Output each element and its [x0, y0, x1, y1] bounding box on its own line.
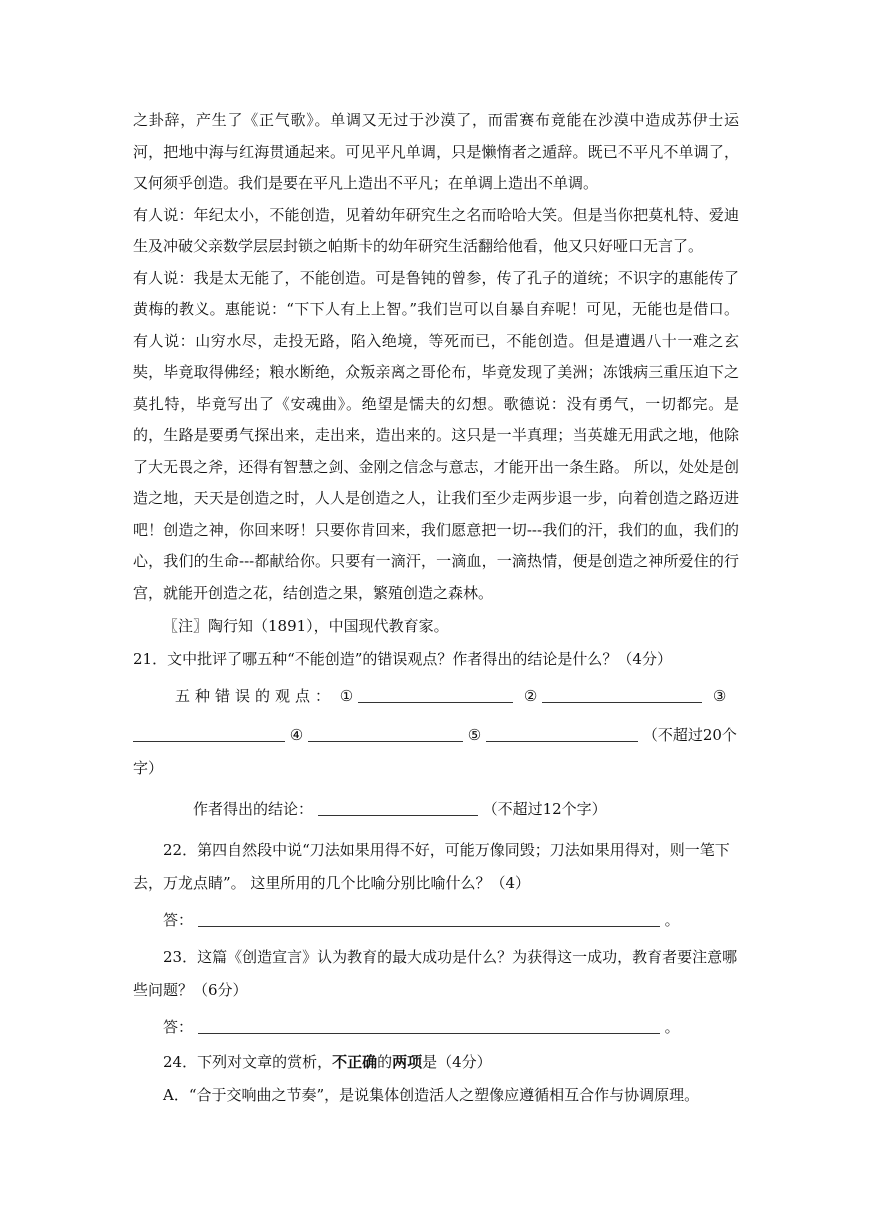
question-24: [133, 1046, 739, 1079]
question-24-option-a: A．“合于交响曲之节奏”，是说集体创造活人之塑像应遵循相互合作与协调原理。: [163, 1085, 700, 1104]
question-24-suffix: 是（4分）: [422, 1052, 492, 1071]
question-23: 23．这篇《创造宣言》认为教育的最大成功是什么？为获得这一成功，教育者要注意哪些问题？（6分）: [133, 947, 738, 999]
length-limit-20: （不超过20个: [642, 725, 737, 744]
conclusion-label: 作者得出的结论：: [193, 799, 314, 818]
answer-end-23: 。: [664, 1017, 680, 1036]
conclusion-blank[interactable]: [318, 799, 478, 816]
answer-blank-2[interactable]: [542, 686, 702, 703]
answer-end-22: 。: [664, 910, 680, 929]
point-marker-3: ③: [712, 686, 727, 705]
question-24-prefix: 24．下列对文章的赏析，: [163, 1052, 333, 1071]
point-marker-4: ④: [289, 725, 304, 744]
passage-paragraph-1: 之卦辞，产生了《正气歌》。单调又无过于沙漠了，而雷赛布竟能在沙漠中造成苏伊士运河，把地中海与红海贯通起来。可见平凡单调，只是懒惰者之遁辞。既已不平凡不单调了，又何须乎创造。我们是要在平凡上造出不平凡；在单调上造出不单调。: [133, 111, 739, 192]
question-22-answer: [133, 904, 739, 937]
length-limit-continued: 字）: [133, 758, 164, 777]
question-23-answer: [133, 1011, 739, 1044]
answer-line-22[interactable]: [198, 910, 660, 927]
answer-label-22: 答：: [163, 910, 194, 929]
question-21: 21．文中批评了哪五种“不能创造”的错误观点？作者得出的结论是什么？（4分）: [133, 649, 672, 668]
passage-paragraph-3: 有人说：我是太无能了，不能创造。可是鲁钝的曾参，传了孔子的道统；不识字的惠能传了黄梅的教义。惠能说：“下下人有上上智。”我们岂可以自暴自弃呢！可见，无能也是借口。有人说：山穷水尽，走投无路，陷入绝境，等死而已，不能创造。但是遭遇八十一难之玄奘，毕竟取得佛经；粮水断绝，众叛亲离之哥伦布，毕竟发现了美洲；冻饿病三重压迫下之莫扎特，毕竟写出了《安魂曲》。绝望是懦夫的幻想。歌德说：没有勇气，一切都完。是的，生路是要勇气探出来，走出来，造出来的。这只是一半真理；当英雄无用武之地，他除了大无畏之斧，还得有智慧之剑、金刚之信念与意志，才能开出一条生路。 所以，处处是创造之地，天天是创造之时，人人是创造之人，让我们至少走两步退一步，向着创造之路迈进吧！创造之神，你回来呀！只要你肯回来，我们愿意把一切---我们的汗，我们的血，我们的心，我们的生命---都献给你。只要有一滴汗，一滴血，一滴热情，便是创造之神所爱住的行宫，就能开创造之花，结创造之果，繁殖创造之森林。: [133, 268, 739, 602]
point-marker-2: ②: [523, 686, 538, 705]
document-page: [133, 105, 739, 1112]
answer-blank-1[interactable]: [358, 686, 513, 703]
question-24-emphasis-1: 不正确: [332, 1052, 378, 1071]
length-limit-12: （不超过12个字）: [482, 799, 607, 818]
question-21-conclusion: [133, 793, 739, 826]
author-note: 〖注〗陶行知（1891），中国现代教育家。: [163, 617, 449, 635]
points-label: 五种错误的观点：: [175, 686, 336, 705]
question-24-emphasis-2: 两项: [392, 1052, 423, 1071]
answer-blank-5[interactable]: [486, 725, 638, 742]
answer-line-23[interactable]: [198, 1017, 660, 1034]
question-22: 22．第四自然段中说“刀法如果用得不好，可能万像同毁；刀法如果用得对，则一笔下去，万龙点睛”。 这里所用的几个比喻分别比喻什么？（4）: [133, 840, 730, 892]
answer-label-23: 答：: [163, 1017, 194, 1036]
answer-blank-3[interactable]: [133, 725, 285, 742]
question-24-middle: 的: [377, 1052, 393, 1071]
point-marker-1: ①: [339, 686, 354, 705]
point-marker-5: ⑤: [467, 725, 482, 744]
answer-blank-4[interactable]: [308, 725, 463, 742]
question-21-points: [133, 680, 739, 785]
passage-paragraph-2: 有人说：年纪太小，不能创造，见着幼年研究生之名而哈哈大笑。但是当你把莫札特、爱迪生及冲破父亲数学层层封锁之帕斯卡的幼年研究生活翻给他看，他又只好哑口无言了。: [133, 205, 739, 255]
